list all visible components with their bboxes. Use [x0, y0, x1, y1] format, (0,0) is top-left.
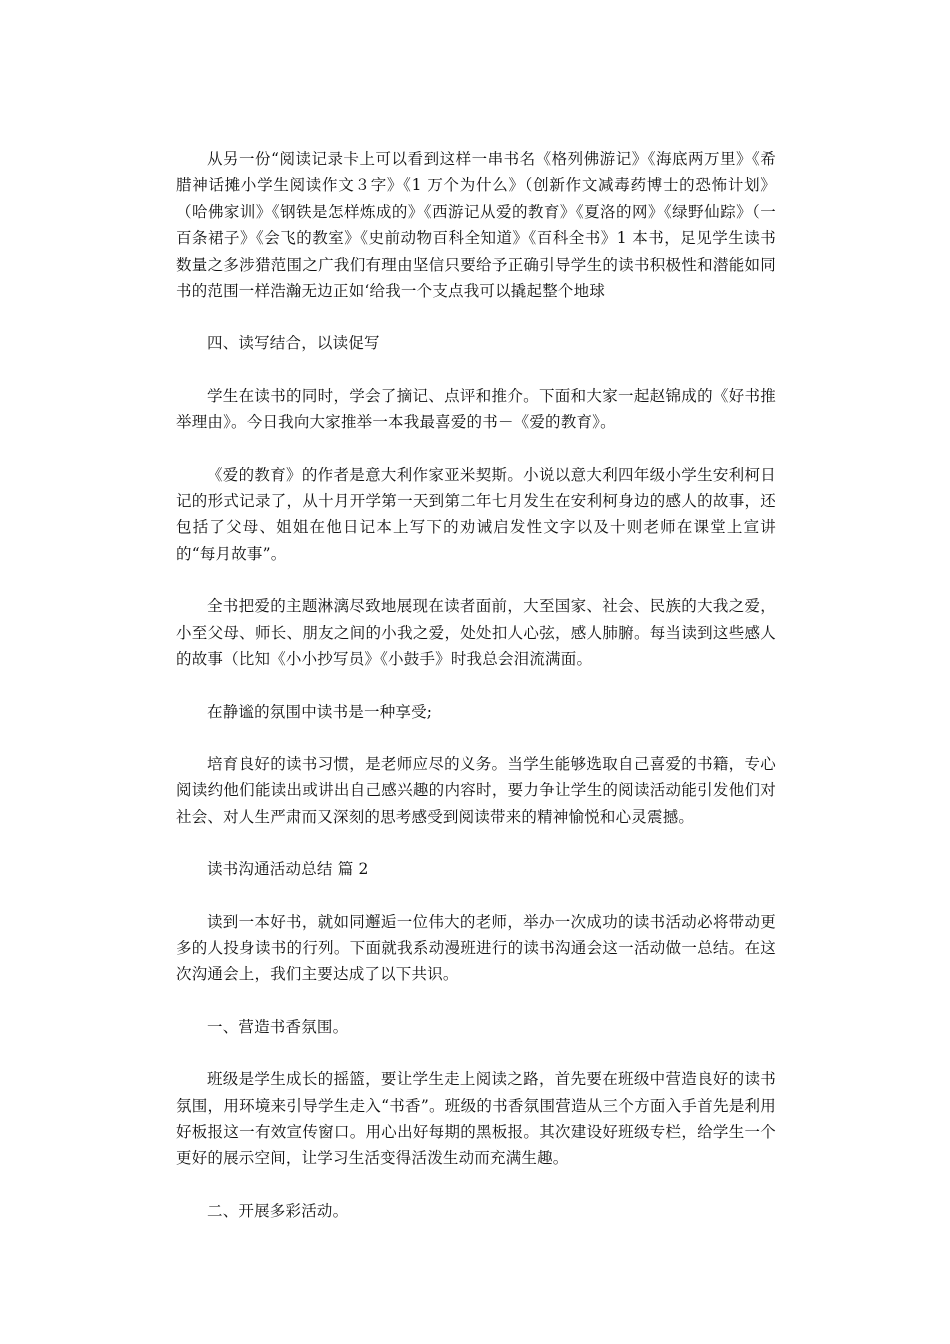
paragraph-reading-habits: 培育良好的读书习惯，是老师应尽的义务。当学生能够选取自己喜爱的书籍，专心阅读约他们能读出或讲出自己感兴趣的内容时，要力争让学生的阅读活动能引发他们对社会、对人生严肃而又深刻的思考感受到阅读带来的精神愉悦和心灵震撼。 — [176, 754, 776, 826]
section-heading-activities: 二、开展多彩活动。 — [207, 1201, 349, 1220]
paragraph-good-book-intro: 读到一本好书，就如同邂逅一位伟大的老师，举办一次成功的读书活动必将带动更多的人投身读书的行列。下面就我系动漫班进行的读书沟通会这一活动做一总结。在这次沟通会上，我们主要达成了以下共识。 — [176, 912, 776, 984]
paragraph-book-list: 从另一份“阅读记录卡上可以看到这样一串书名《格列佛游记》《海底两万里》《希腊神话摊小学生阅读作文３字》《1 万个为什么》（创新作文减毒药博士的恐怖计划》（哈佛家训》《钢铁是怎样炼成的》《西游记从爱的教育》《夏洛的网》《绿野仙踪》（一百条裙子》《会飞的教室》《史前动物百科全知道》《百科全书》1 本书，足见学生读书数量之多涉猎范围之广我们有理由坚信只要给予正确引导学生的读书积极性和潜能如同书的范围一样浩瀚无边正如‘给我一个支点我可以撬起整个地球 — [176, 150, 776, 301]
paragraph-quiet-reading: 在静谧的氛围中读书是一种享受; — [207, 702, 433, 721]
paragraph-gap — [176, 567, 776, 593]
section-heading-atmosphere: 一、营造书香氛围。 — [207, 1017, 349, 1036]
paragraph-gap — [176, 1172, 776, 1198]
section-heading-read-write: 四、读写结合，以读促写 — [207, 334, 380, 353]
paragraph-gap — [176, 673, 776, 699]
paragraph-gap — [176, 725, 776, 751]
section-title-part-2: 读书沟通活动总结 篇 2 — [207, 860, 369, 879]
paragraph-gap — [176, 830, 776, 856]
paragraph-gap — [176, 988, 776, 1014]
paragraph-gap — [176, 1040, 776, 1066]
paragraph-gap — [176, 436, 776, 462]
paragraph-author-intro: 《爱的教育》的作者是意大利作家亚米契斯。小说以意大利四年级小学生安利柯日记的形式记录了，从十月开学第一天到第二年七月发生在安利柯身边的感人的故事，还包括了父母、姐姐在他日记本上写下的劝诫启发性文字以及十则老师在课堂上宣讲的“每月故事”。 — [176, 465, 776, 563]
paragraph-theme-of-love: 全书把爱的主题淋漓尽致地展现在读者面前，大至国家、社会、民族的大我之爱，小至父母、师长、朋友之间的小我之爱，处处扣人心弦，感人肺腑。每当读到这些感人的故事（比知《小小抄写员》《小鼓手》时我总会泪流满面。 — [176, 597, 776, 669]
paragraph-book-recommendation: 学生在读书的同时，学会了摘记、点评和推介。下面和大家一起赵锦成的《好书推举理由》。今日我向大家推举一本我最喜爱的书－《爱的教育》。 — [176, 386, 776, 432]
paragraph-gap — [176, 304, 776, 330]
paragraph-class-atmosphere: 班级是学生成长的摇篮，要让学生走上阅读之路，首先要在班级中营造良好的读书氛围，用环境来引导学生走入“书香”。班级的书香氛围营造从三个方面入手首先是利用好板报这一有效宣传窗口。用心出好每期的黑板报。其次建设好班级专栏，给学生一个更好的展示空间，让学习生活变得活泼生动而充满生趣。 — [176, 1070, 776, 1168]
paragraph-gap — [176, 883, 776, 909]
paragraph-gap — [176, 357, 776, 383]
document-body — [176, 146, 776, 1224]
